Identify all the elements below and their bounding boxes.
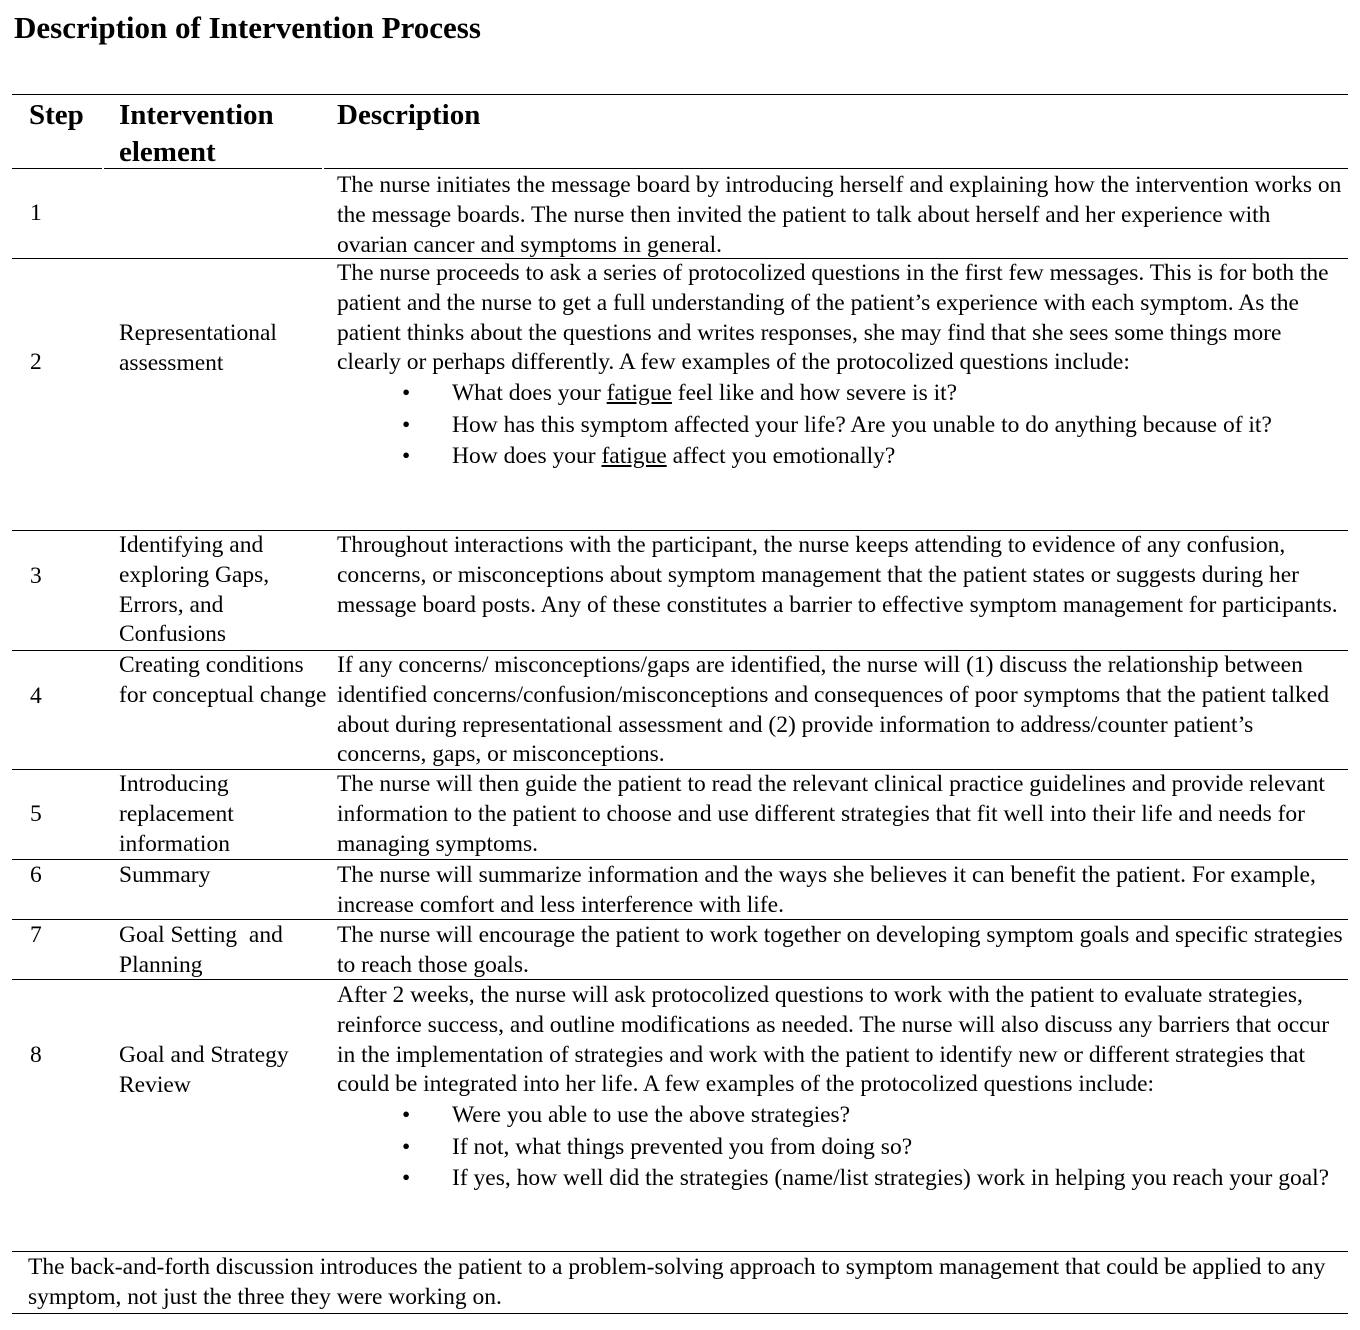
list-item <box>402 1132 1345 1163</box>
step-description <box>337 861 1345 921</box>
header-rule <box>12 168 102 169</box>
description-text: The nurse will encourage the patient to work together on developing symptom goals and specific strategies to reach those goals. <box>337 922 1343 978</box>
step-number: 5 <box>30 801 42 827</box>
description-text: After 2 weeks, the nurse will ask protocolized questions to work with the patient to evaluate strategies, reinforce success, and outline modifications as needed. The nurse will also discuss any barriers that occur in the implementation of strategies and work with the patient to identify new or different strategies that could be integrated into her life. A few examples of the protocolized questions include: <box>337 982 1330 1098</box>
table-row <box>12 531 1348 649</box>
step-description <box>337 981 1345 1195</box>
bullet-icon: • <box>402 411 411 438</box>
list-item <box>402 410 1345 441</box>
bullet-icon: • <box>402 443 411 470</box>
header-rule <box>104 168 322 169</box>
table-bottom-rule <box>12 1251 1348 1252</box>
step-number: 7 <box>30 922 42 948</box>
question-list <box>337 1100 1345 1194</box>
table-row <box>12 259 1348 529</box>
table-row <box>12 860 1348 918</box>
question-list <box>337 378 1345 472</box>
intervention-element: Introducing replacement information <box>119 771 234 857</box>
table-row <box>12 770 1348 858</box>
step-number: 8 <box>30 1042 42 1068</box>
table-footnote: The back-and-forth discussion introduces the patient to a problem-solving approach to symptom management that could be applied to any symptom, not just the three they were working on. <box>28 1254 1326 1310</box>
table-row <box>12 651 1348 769</box>
bullet-icon: • <box>402 1165 411 1192</box>
intervention-element: Creating conditions for conceptual change <box>119 652 327 708</box>
intervention-element: Summary <box>119 862 211 888</box>
list-item <box>402 378 1345 409</box>
underlined-term: fatigue <box>601 443 667 470</box>
step-description <box>337 770 1345 859</box>
step-description <box>337 259 1345 473</box>
step-description <box>337 921 1345 981</box>
step-number: 4 <box>30 683 42 709</box>
page-title: Description of Intervention Process <box>14 10 481 45</box>
step-number: 1 <box>30 200 42 226</box>
step-description <box>337 531 1345 620</box>
list-item <box>402 1163 1345 1194</box>
intervention-element: Goal Setting and Planning <box>119 922 289 978</box>
list-item-text: How has this symptom affected your life? Are you unable to do anything because of it? <box>452 411 1272 438</box>
list-item-text: If not, what things prevented you from doing so? <box>452 1133 913 1160</box>
intervention-element: Representational assessment <box>119 320 277 376</box>
bullet-icon: • <box>402 380 411 407</box>
list-item-text: If yes, how well did the strategies (name/list strategies) work in helping you reach your goal? <box>452 1165 1330 1192</box>
step-number: 3 <box>30 563 42 589</box>
description-text: The nurse will then guide the patient to read the relevant clinical practice guidelines and provide relevant information to the patient to choose and use different strategies that fit well into their life and needs for managing symptoms. <box>337 771 1325 857</box>
step-description <box>337 651 1345 770</box>
footnote-bottom-rule <box>12 1313 1348 1314</box>
underlined-term: fatigue <box>606 380 672 407</box>
header-step: Step <box>29 99 84 131</box>
step-number: 2 <box>30 349 42 375</box>
header-description: Description <box>337 99 481 131</box>
intervention-element: Identifying and exploring Gaps, Errors, and Confusions <box>119 532 270 648</box>
list-item <box>402 1100 1345 1131</box>
description-text: The nurse proceeds to ask a series of protocolized questions in the first few messages. This is for both the patient and the nurse to get a full understanding of the patient’s experience with each symptom. As the patient thinks about the questions and writes responses, she may find that she sees some things more clearly or perhaps differently. A few examples of the protocolized questions include: <box>337 260 1329 376</box>
list-item-text: affect you emotionally? <box>666 443 896 470</box>
description-text: The nurse will summarize information and the ways she believes it can benefit the patient. For example, increase comfort and less interference with life. <box>337 862 1316 918</box>
header-rule <box>324 168 1348 169</box>
table-top-rule <box>12 94 1348 95</box>
intervention-element: Goal and Strategy Review <box>119 1042 289 1098</box>
list-item <box>402 441 1345 472</box>
table-row <box>12 171 1348 257</box>
list-item-text: How does your <box>452 443 602 470</box>
bullet-icon: • <box>402 1133 411 1160</box>
list-item-text: What does your <box>452 380 607 407</box>
table-row <box>12 920 1348 978</box>
description-text: Throughout interactions with the participant, the nurse keeps attending to evidence of any confusion, concerns, or misconceptions about symptom management that the patient states or suggests during her message board posts. Any of these constitutes a barrier to effective symptom management for participants. <box>337 532 1338 618</box>
table-row <box>12 980 1348 1250</box>
description-text: The nurse initiates the message board by introducing herself and explaining how the intervention works on the message boards. The nurse then invited the patient to talk about herself and her experience with ovarian cancer and symptoms in general. <box>337 172 1342 258</box>
step-number: 6 <box>30 862 42 888</box>
list-item-text: Were you able to use the above strategies? <box>452 1102 851 1129</box>
step-description <box>337 171 1345 260</box>
list-item-text: feel like and how severe is it? <box>671 380 958 407</box>
bullet-icon: • <box>402 1102 411 1129</box>
header-element: Intervention element <box>119 99 274 168</box>
description-text: If any concerns/ misconceptions/gaps are identified, the nurse will (1) discuss the relationship between identified concerns/confusion/misconceptions and consequences of poor symptoms that the patient talked about during representational assessment and (2) provide information to address/counter patient’s concerns, gaps, or misconceptions. <box>337 652 1329 768</box>
